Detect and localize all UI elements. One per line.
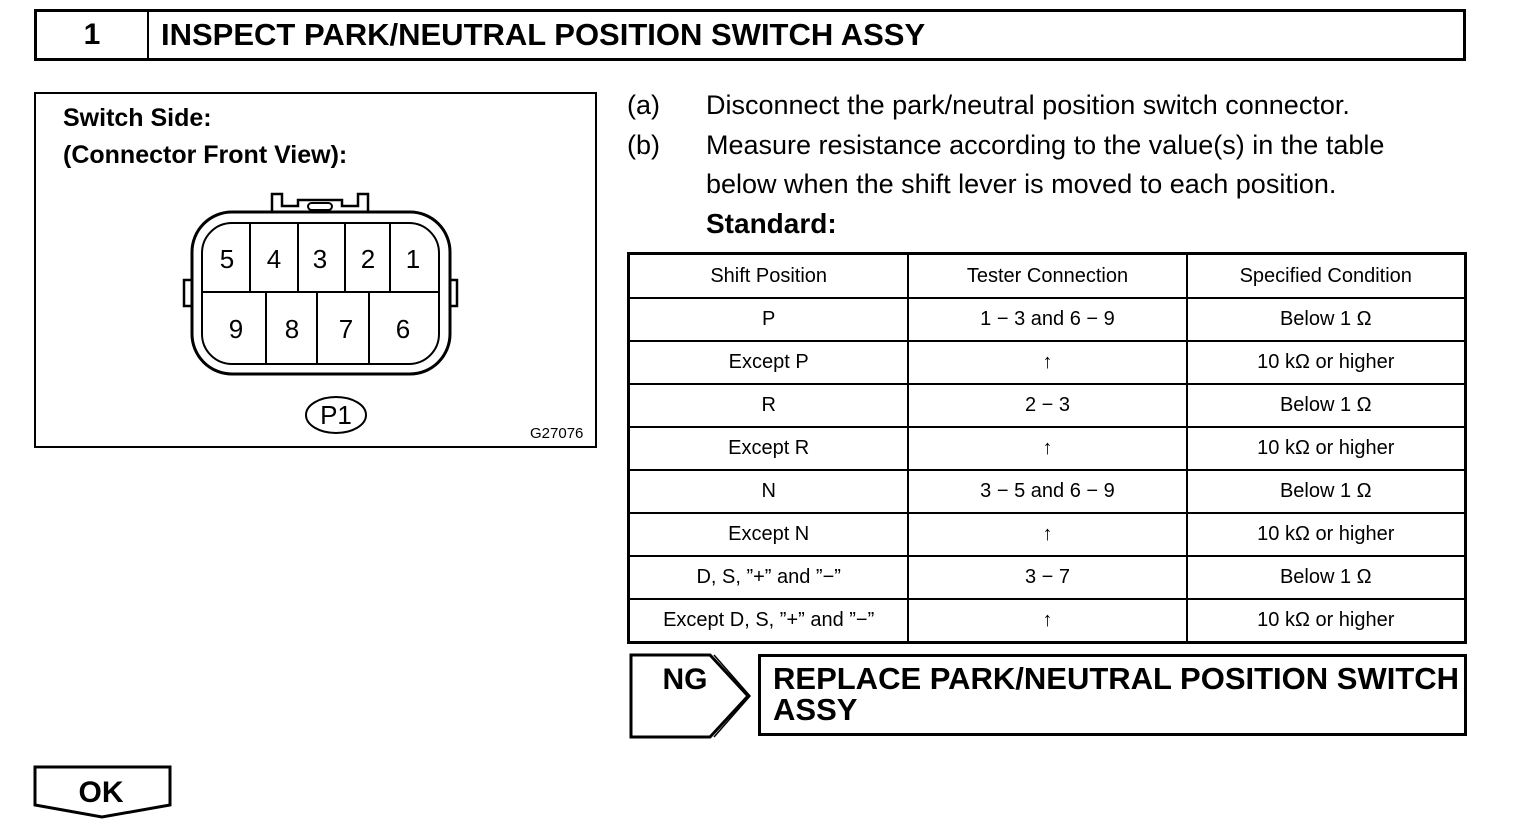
pin-label: 8	[284, 314, 300, 344]
step-text: Measure resistance according to the value(s) in the table	[706, 130, 1385, 160]
step-title: INSPECT PARK/NEUTRAL POSITION SWITCH ASSY	[161, 17, 926, 52]
pin-label: 4	[266, 244, 282, 274]
pin-label: 1	[405, 244, 421, 274]
standard-label: Standard:	[706, 208, 837, 239]
pin-label: 2	[360, 244, 376, 274]
table-cell: ↑	[908, 599, 1186, 643]
figure-code: G27076	[530, 425, 584, 442]
table-cell: Below 1 Ω	[1187, 470, 1466, 513]
table-cell: Below 1 Ω	[1187, 384, 1466, 427]
connector-drawing	[36, 94, 594, 445]
table-cell: 10 kΩ or higher	[1187, 427, 1466, 470]
ng-action-text	[773, 663, 1459, 725]
ng-tag	[628, 652, 754, 740]
table-cell: Below 1 Ω	[1187, 298, 1466, 341]
table-cell: 3 − 5 and 6 − 9	[908, 470, 1186, 513]
step-text: Disconnect the park/neutral position switch connector.	[706, 90, 1350, 120]
table-cell: 10 kΩ or higher	[1187, 513, 1466, 556]
table-cell: Except N	[629, 513, 909, 556]
connector-label: P1	[320, 400, 352, 430]
table-cell: ↑	[908, 341, 1186, 384]
table-row	[629, 470, 1466, 513]
table-row	[629, 341, 1466, 384]
pin-label: 7	[338, 314, 354, 344]
table-row	[629, 599, 1466, 643]
ng-label: NG	[662, 663, 708, 696]
step-letter: (a)	[627, 90, 660, 120]
connector-figure	[34, 92, 597, 448]
table-row	[629, 556, 1466, 599]
table-header-row	[629, 254, 1466, 299]
table-row	[629, 427, 1466, 470]
table-row	[629, 298, 1466, 341]
step-number: 1	[37, 12, 149, 58]
table-cell: Except P	[629, 341, 909, 384]
pin-label: 5	[219, 244, 235, 274]
table-cell: 3 − 7	[908, 556, 1186, 599]
table-cell: R	[629, 384, 909, 427]
pin-label: 3	[312, 244, 328, 274]
step-header	[34, 9, 1466, 61]
ng-action-line1: REPLACE PARK/NEUTRAL POSITION SWITCH	[773, 661, 1460, 696]
table-row	[629, 384, 1466, 427]
table-cell: Except D, S, ”+” and ”−”	[629, 599, 909, 643]
table-cell: N	[629, 470, 909, 513]
ok-label: OK	[78, 776, 124, 809]
figure-caption-line2: (Connector Front View):	[63, 141, 348, 169]
pin-label: 9	[228, 314, 244, 344]
table-cell: Except R	[629, 427, 909, 470]
table-cell: Below 1 Ω	[1187, 556, 1466, 599]
table-cell: D, S, ”+” and ”−”	[629, 556, 909, 599]
pin-label: 6	[395, 314, 411, 344]
figure-caption-line1: Switch Side:	[63, 104, 212, 132]
column-header: Specified Condition	[1187, 254, 1466, 299]
column-header: Tester Connection	[908, 254, 1186, 299]
table-cell: 2 − 3	[908, 384, 1186, 427]
spec-table	[627, 252, 1467, 644]
table-cell: 1 − 3 and 6 − 9	[908, 298, 1186, 341]
step-letter: (b)	[627, 130, 660, 160]
step-text: below when the shift lever is moved to each position.	[706, 169, 1337, 199]
table-cell: ↑	[908, 427, 1186, 470]
table-cell: P	[629, 298, 909, 341]
table-cell: 10 kΩ or higher	[1187, 599, 1466, 643]
ng-action-box	[758, 654, 1467, 736]
column-header: Shift Position	[629, 254, 909, 299]
table-cell: ↑	[908, 513, 1186, 556]
ng-action-line2: ASSY	[773, 692, 858, 727]
ok-tag	[33, 765, 173, 821]
table-row	[629, 513, 1466, 556]
table-cell: 10 kΩ or higher	[1187, 341, 1466, 384]
